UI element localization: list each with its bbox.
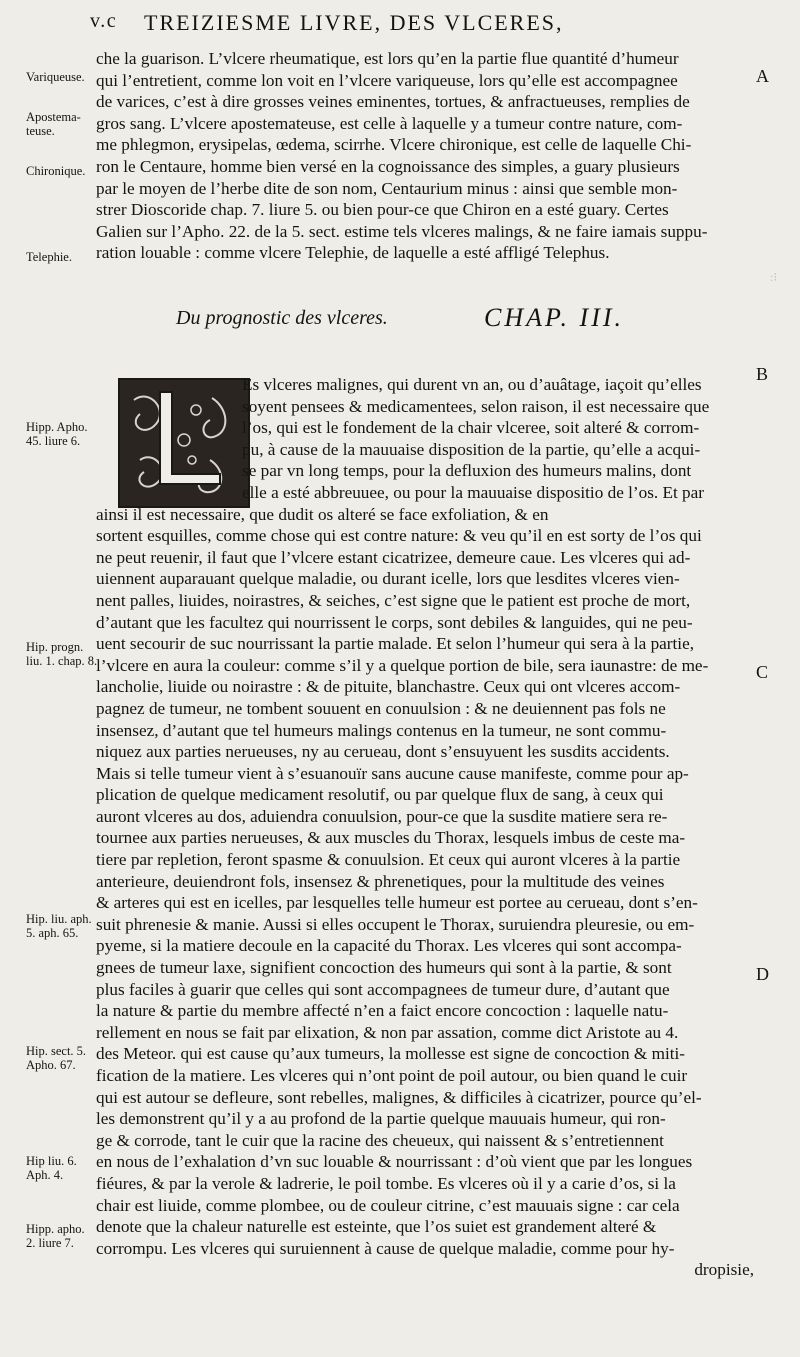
text-line: denote que la chaleur naturelle est esteinte, que l’os suiet est grandement alteré & [96, 1217, 657, 1237]
margin-note: Hip. liu. aph. [26, 912, 92, 926]
text-line: gros sang. L’vlcere apostemateuse, est celle à laquelle y a tumeur contre nature, com- [96, 113, 683, 133]
text-line: dropisie, [694, 1260, 754, 1280]
text-line: ainsi il est necessaire, que dudit os alteré se face exfoliation, & en [96, 504, 549, 524]
text-line: gnees de tumeur laxe, signifient concoction des humeurs qui sont à la partie, & sont [96, 958, 672, 978]
text-line: des Meteor. qui est cause qu’aux tumeurs, la mollesse est signe de concoction & miti- [96, 1044, 686, 1064]
text-line: strer Dioscoride chap. 7. liure 5. ou bien pour-ce que Chiron en a esté guary. Certes [96, 200, 669, 220]
text-line: me phlegmon, erysipelas, œdema, scirrhe. Vlcere chironique, est celle de laquelle Chi- [96, 135, 692, 155]
text-line: qui l’entretient, comme lon voit en l’vlcere variqueuse, lors qu’elle est accompagnee [96, 70, 678, 90]
margin-note: Aph. 4. [26, 1168, 64, 1182]
section-letter: D [756, 964, 769, 984]
text-line: ge & corrode, tant le cuir que la racine des cheueux, qui naissent & s’entretiennent [96, 1130, 664, 1150]
text-line: auront vlceres au dos, aduiendra conuulsion, pour-ce que la susdite matiere sera re- [96, 806, 668, 826]
chapter-number: CHAP. III. [484, 303, 625, 332]
text-line: pagnez de tumeur, ne tombent souuent en conuulsion : & ne deuiennent pas fols ne [96, 698, 666, 718]
text-line: la nature & partie du membre affecté n’en a faict encore concoction : laquelle natu- [96, 1001, 669, 1021]
text-line: plus faciles à guarir que celles qui sont accompagnees de tumeur dure, d’autant que [96, 979, 670, 999]
margin-note: teuse. [26, 124, 55, 138]
text-line: Mais si telle tumeur vient à s’esuanouïr sans aucune cause manifeste, comme pour ap- [96, 763, 689, 783]
text-line: tiere par repletion, feront spasme & conuulsion. Et ceux qui auront vlceres à la partie [96, 850, 681, 870]
text-line: ration louable : comme vlcere Telephie, de laquelle a esté affligé Telephus. [96, 243, 610, 263]
text-block-top [96, 48, 754, 264]
page-edge-marks: :⁝ [770, 270, 778, 284]
text-line: de varices, c’est à dire grosses veines eminentes, tortues, & anfractueuses, remplies de [96, 92, 690, 112]
margin-note: 5. aph. 65. [26, 926, 79, 940]
section-letter: A [756, 66, 769, 86]
text-line: anterieure, deuiendront fols, insensez & phrenetiques, pour la multitude des veines [96, 871, 665, 891]
text-line: lancholie, liuide ou noirastre : & de pituite, blanchastre. Ceux qui ont vlceres accom- [96, 677, 681, 697]
text-line: qui est autour se defleure, sont rebelles, malignes, & difficiles à cicatrizer, pource qu’el- [96, 1087, 702, 1107]
text-line: soyent pensees & medicamentees, selon raison, il est necessaire que [242, 396, 710, 416]
text-line: fiéures, & par la verole & ladrerie, le poil tombe. Es vlceres où il y a carie d’os, si la [96, 1173, 676, 1193]
text-line: rellement en nous se fait par elixation, & non par assation, comme dict Aristote au 4. [96, 1022, 679, 1042]
margin-note: Chironique. [26, 164, 86, 178]
margin-note: Hip. sect. 5. [26, 1044, 87, 1058]
text-line: chair est liuide, comme plombee, ou de couleur citrine, c’est mauuais signe : car cela [96, 1195, 680, 1215]
text-line: Es vlceres malignes, qui durent vn an, ou d’auâtage, iaçoit qu’elles [242, 375, 702, 394]
margin-note: Variqueuse. [26, 70, 85, 84]
chapter-title: Du prognostic des vlceres. [176, 307, 388, 329]
margin-note: Hip liu. 6. [26, 1154, 77, 1168]
text-line: se par vn long temps, pour la defluxion des humeurs malins, dont [242, 461, 692, 481]
margin-note: 45. liure 6. [26, 434, 81, 448]
text-line: suit phrenesie & manie. Aussi si elles occupent le Thorax, suruiendra pleuresie, ou em- [96, 914, 695, 934]
text-line: ne peut reuenir, il faut que l’vlcere estant cicatrizee, demeure caue. Les vlceres qui ad- [96, 547, 691, 567]
text-line: ron le Centaure, homme bien versé en la cognoissance des simples, a guary plusieurs [96, 156, 680, 176]
text-line: fication de la matiere. Les vlceres qui n’ont point de poil autour, ou bien quand le cuir [96, 1066, 688, 1085]
text-line: les demonstrent qu’il y a au profond de la partie quelque mauuais humeur, qui ron- [96, 1109, 666, 1129]
text-line: tournee aux parties nerueuses, & aux muscles du Thorax, lesquels imbus de ceste ma- [96, 828, 686, 848]
text-line: l’vlcere en aura la couleur: comme s’il y a quelque portion de bile, sera iaunastre: de me- [96, 655, 709, 675]
text-line: l’os, qui est le fondement de la chair vlceree, soit alteré & corrom- [242, 418, 700, 438]
text-line: niquez aux parties nerueuses, ny au cerueau, dont s’ensuyuent les susdits accidents. [96, 742, 670, 762]
text-line: & arteres qui est en icelles, par lesquelles telle humeur est portee au cerueau, dont s’en- [96, 893, 698, 913]
text-line: corrompu. Les vlceres qui suruiennent à cause de quelque maladie, comme pour hy- [96, 1238, 675, 1258]
text-line: Galien sur l’Apho. 22. de la 5. sect. estime tels vlceres malings, & ne faire iamais suppu- [96, 221, 708, 241]
margin-note: 2. liure 7. [26, 1236, 74, 1250]
margin-note: Apho. 67. [26, 1058, 76, 1072]
section-letter: B [756, 364, 769, 384]
section-letter: C [756, 662, 769, 682]
text-line: uiennent auparauant quelque maladie, ou durant icelle, lors que lesdites vlceres vien- [96, 569, 680, 589]
folio-number: v.c [90, 10, 118, 32]
text-line: insensez, d’autant que tel humeurs malings contenus en la tumeur, ne sont commu- [96, 720, 667, 740]
text-line: sortent esquilles, comme chose qui est contre nature: & veu qu’il en est sorty de l’os qui [96, 526, 702, 546]
text-line: d’autant que les facultez qui nourrissent le corps, sont debiles & languides, qui ne peu- [96, 612, 693, 632]
margin-note: Apostema- [26, 110, 81, 124]
text-line: plication de quelque medicament resolutif, ou par quelque flux de sang, à ceux qui [96, 785, 664, 805]
margin-note: Hipp. apho. [26, 1222, 85, 1236]
running-head [90, 6, 730, 42]
margin-note: Telephie. [26, 250, 72, 264]
text-line: pyeme, si la matiere decoule en la capacité du Thorax. Les vlceres qui sont accompa- [96, 936, 682, 956]
text-line: pu, à cause de la mauuaise disposition de la partie, qu’elle a acqui- [242, 439, 701, 459]
chapter-heading [176, 303, 696, 337]
text-line: uent secourir de suc nourrissant la partie malade. Et selon l’humeur qui sera à la partie, [96, 634, 695, 654]
text-line: elle a esté abbreuuee, ou pour la mauuaise dispositio de l’os. Et par [242, 482, 705, 502]
margin-note: Hipp. Apho. [26, 420, 88, 434]
margin-note: liu. 1. chap. 8. [26, 654, 98, 668]
running-title: TREIZIESME LIVRE, DES VLCERES, [144, 10, 564, 35]
text-line: en nous de l’exhalation d’vn suc louable & nourrissant : d’où vient que par les longues [96, 1152, 693, 1172]
margin-note: Hip. progn. [26, 640, 84, 654]
text-block-main [96, 374, 754, 1281]
text-line: che la guarison. L’vlcere rheumatique, est lors qu’en la partie flue quantité d’humeur [96, 49, 679, 68]
text-line: nent palles, liuides, noirastres, & seiches, c’est signe que le patient est proche de mort, [96, 590, 691, 610]
text-line: par le moyen de l’herbe dite de son nom, Centaurium minus : ainsi que semble mon- [96, 178, 678, 198]
